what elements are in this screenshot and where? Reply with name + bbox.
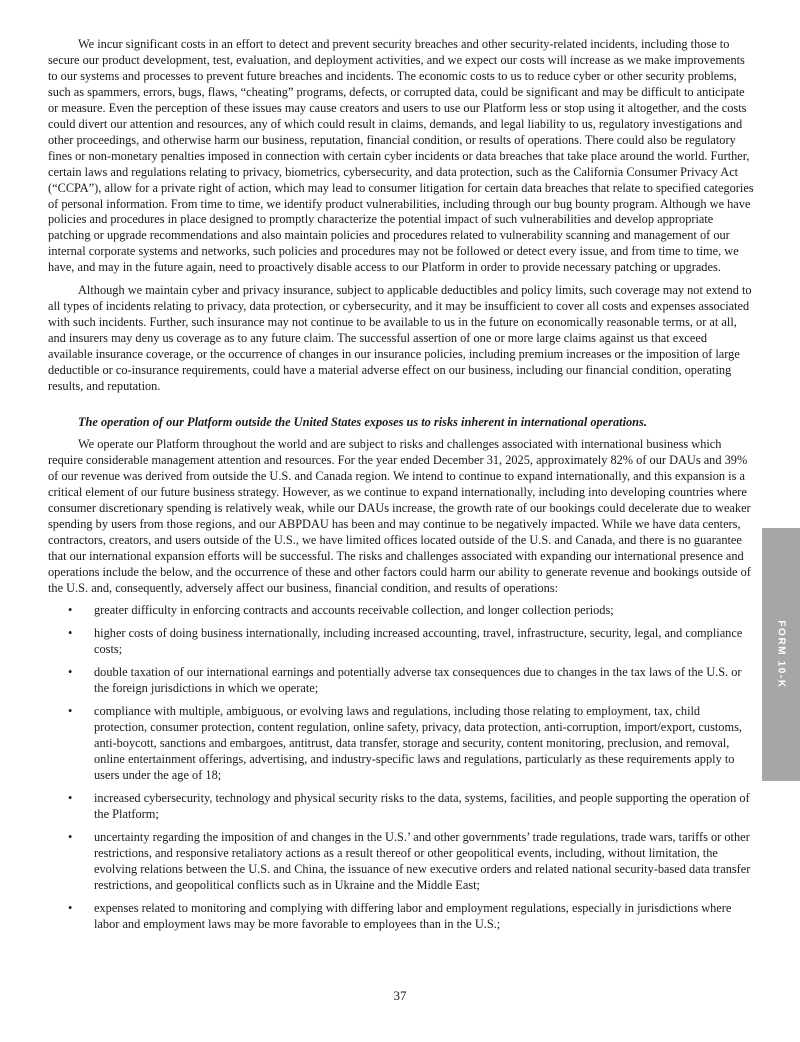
list-item [48, 704, 754, 784]
bullet-glyph: • [68, 900, 73, 915]
list-item [48, 665, 754, 697]
bullet-glyph: • [68, 829, 73, 844]
bullet-glyph: • [68, 626, 73, 641]
bullet-glyph: • [68, 603, 73, 618]
bullet-glyph: • [68, 790, 73, 805]
paragraph-security-costs: We incur significant costs in an effort to detect and prevent security breaches and other security-related incidents, including those to secure our product development, test, evaluation, and deployment activities, and we expect our costs will increase as we make improvements to our systems and processes to prevent future breaches and incidents. The economic costs to us to reduce cyber or other security problems, such as spammers, errors, bugs, flaws, “cheating” programs, defects, or corrupted data, could be significant and may be difficult to anticipate or measure. Even the perception of these issues may cause creators and users to use our Platform less or stop using it altogether, and the costs could divert our attention and resources, any of which could result in claims, demands, and legal liability to us, regulatory investigations and other proceedings, and otherwise harm our business, reputation, financial condition, or results of operations. There could also be regulatory fines or non-monetary penalties imposed in connection with certain cyber incidents or data breaches that take place around the world. Further, certain laws and regulations relating to privacy, biometrics, cybersecurity, and data protection, such as the California Consumer Privacy Act (“CCPA”), allow for a private right of action, which may lead to consumer litigation for certain data breaches that relate to specified categories of personal information. From time to time, we identify product vulnerabilities, including through our bug bounty program. Although we have policies and procedures in place designed to promptly characterize the potential impact of such vulnerabilities and develop appropriate patching or upgrade recommendations and also maintain policies and procedures related to vulnerability scanning and management of our internal corporate systems and networks, such policies and procedures may not be followed or detect every issue, and from time to time, we have, and may in the future again, need to proactively disable access to our Platform in order to provide necessary patching or upgrades. [48, 37, 754, 275]
list-item-text: higher costs of doing business internationally, including increased accounting, travel, infrastructure, security, legal, and compliance costs; [94, 626, 743, 657]
side-tab-label: FORM 10-K [775, 620, 787, 689]
list-item [48, 830, 754, 894]
risk-bullet-list [48, 603, 754, 932]
form-10k-side-tab [762, 528, 800, 781]
list-item-text: uncertainty regarding the imposition of and changes in the U.S.’ and other governments’ trade regulations, trade wars, tariffs or other restrictions, and responsive retaliatory actions as a result thereof or other geopolitical events, including, without limitation, the evolving relations between the U.S. and China, the issuance of new executive orders and related national security-based data transfer restrictions, and geopolitical conflicts such as in Ukraine and the Middle East; [94, 829, 751, 892]
list-item-text: compliance with multiple, ambiguous, or evolving laws and regulations, including those relating to employment, tax, child protection, consumer protection, content regulation, online safety, privacy, data protection, anti-corruption, import/export, customs, anti-boycott, sanctions and embargoes, antitrust, data transfer, storage and security, content monitoring, preclusion, and removal, online entertainment offerings, advertising, and industry-specific laws and regulations, particularly as these requirements apply to users under the age of 18; [94, 704, 742, 783]
page-number: 37 [393, 988, 407, 1003]
list-item-text: greater difficulty in enforcing contracts and accounts receivable collection, and longer collection periods; [94, 603, 614, 618]
paragraph-international-operations: We operate our Platform throughout the world and are subject to risks and challenges associated with international business which require considerable management attention and resources. For the year ended December 31, 2025, approximately 82% of our DAUs and 39% of our revenue was derived from outside the U.S. and Canada region. We intend to continue to expand internationally, and this expansion is a critical element of our future business strategy. However, as we continue to expand internationally, including into developing countries where consumer discretionary spending is relatively weak, while our DAUs increase, the growth rate of our bookings could decelerate due to weaker spending by users from those regions, and our ABPDAU has been and may continue to be negatively impacted. While we have data centers, contractors, creators, and users outside of the U.S., we have limited offices located outside of the U.S. and Canada, and there is no guarantee that our international expansion efforts will be successful. The risks and challenges associated with expanding our international presence and operations include the below, and the occurrence of these and other factors could harm our ability to generate revenue and bookings outside of the U.S. and, consequently, adversely affect our business, financial condition, and results of operations: [48, 436, 751, 595]
list-item [48, 791, 754, 823]
list-item [48, 603, 754, 619]
list-item [48, 901, 754, 933]
list-item-text: increased cybersecurity, technology and physical security risks to the data, systems, facilities, and people supporting the operation of the Platform; [94, 790, 750, 821]
document-body [48, 37, 754, 940]
section-heading-international: The operation of our Platform outside the United States exposes us to risks inherent in international operations. [78, 414, 647, 429]
paragraph-insurance: Although we maintain cyber and privacy insurance, subject to applicable deductibles and policy limits, such coverage may not extend to all types of incidents relating to privacy, data protection, or cybersecurity, and it may be insufficient to cover all costs and expenses associated with such incidents. Further, such insurance may not continue to be available to us in the future on economically reasonable terms, or at all, and insurers may deny us coverage as to any future claim. The successful assertion of one or more large claims against us that exceed available insurance coverage, or the occurrence of changes in our insurance policies, including premium increases or the imposition of large deductible or co-insurance requirements, could have a material adverse effect on our business, including our financial condition, operating results, and reputation. [48, 283, 752, 394]
list-item [48, 626, 754, 658]
list-item-text: double taxation of our international earnings and potentially adverse tax consequences due to changes in the tax laws of the U.S. or the foreign jurisdictions in which we operate; [94, 665, 742, 696]
list-item-text: expenses related to monitoring and complying with differing labor and employment regulations, especially in jurisdictions where labor and employment laws may be more favorable to employees than in the U.S.; [94, 900, 732, 931]
bullet-glyph: • [68, 704, 73, 719]
bullet-glyph: • [68, 665, 73, 680]
